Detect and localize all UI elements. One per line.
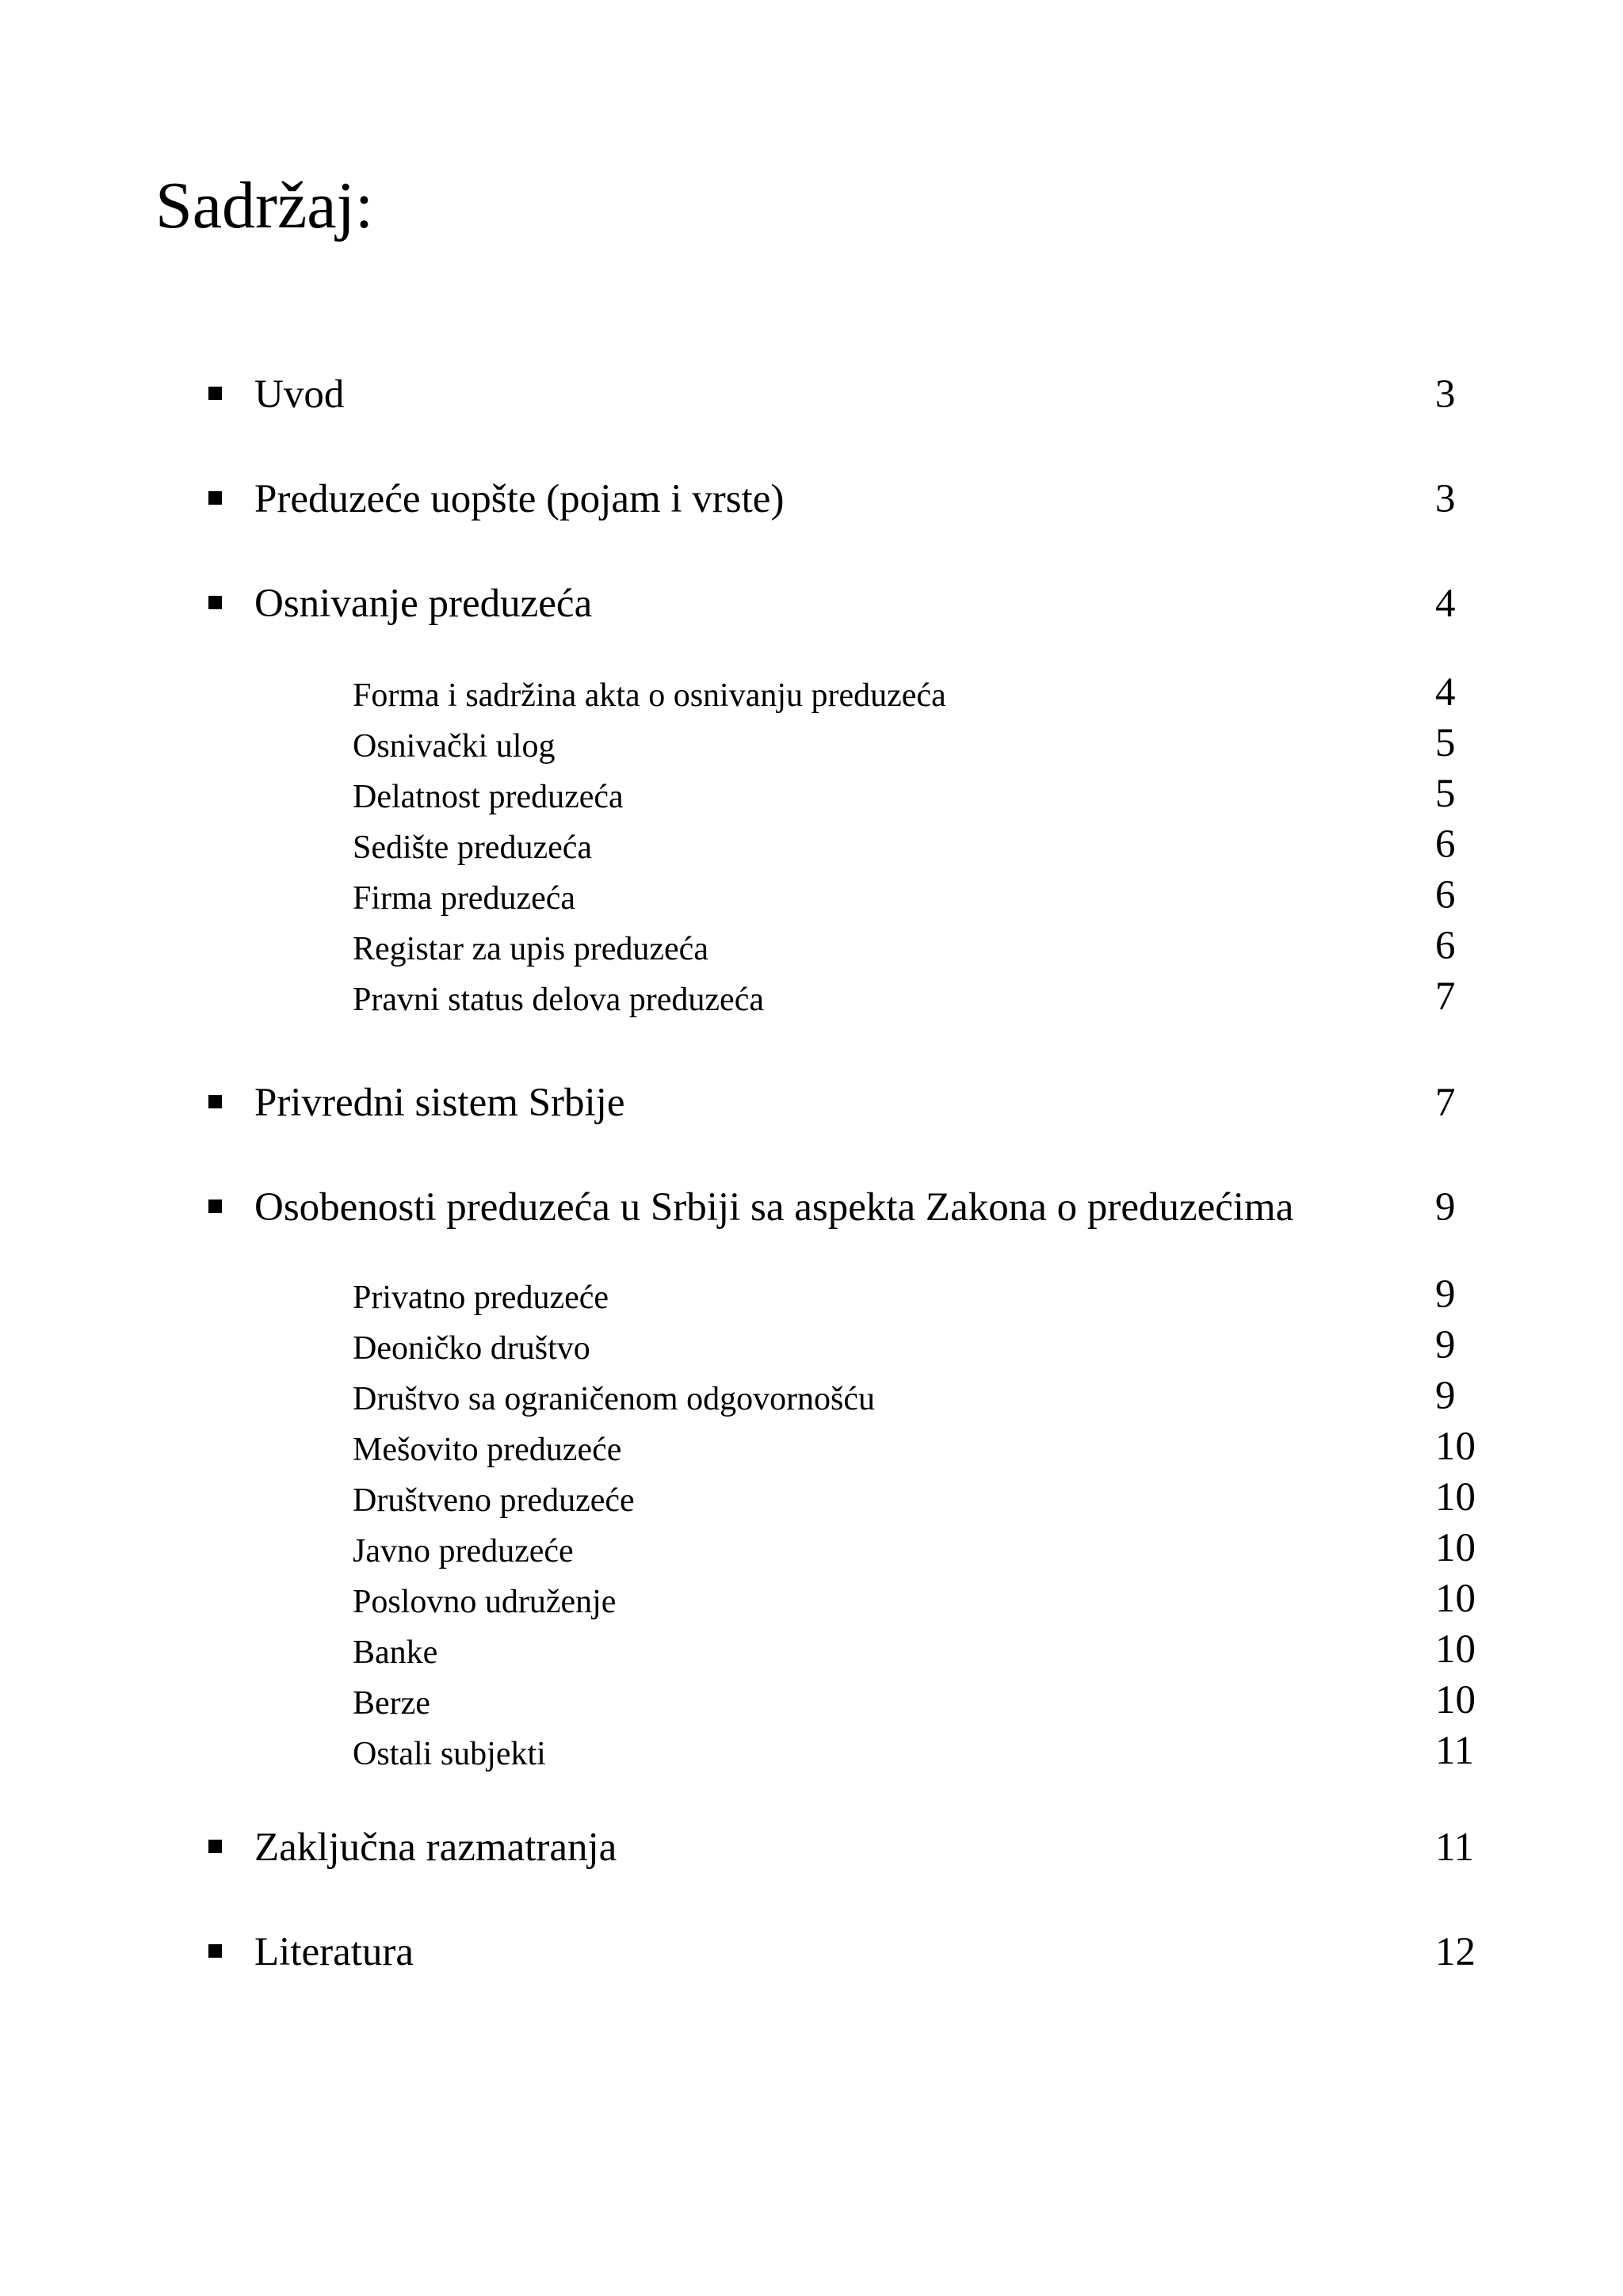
toc-subentry-page: 4 — [1435, 670, 1456, 715]
toc-subentry[interactable] — [0, 1325, 1623, 1366]
toc-subentry[interactable] — [0, 1629, 1623, 1670]
toc-subentry-label: Deoničko društvo — [353, 1330, 590, 1367]
toc-subentry[interactable] — [0, 1680, 1623, 1721]
toc-subentry[interactable] — [0, 824, 1623, 865]
toc-subentry-page: 6 — [1435, 924, 1456, 968]
toc-entry-zakljucna-razmatranja[interactable] — [0, 1824, 1623, 1871]
toc-subentry-label: Društvo sa ograničenom odgovornošću — [353, 1381, 876, 1417]
toc-subentry-label: Firma preduzeća — [353, 880, 576, 917]
toc-subentry-page: 6 — [1435, 873, 1456, 917]
toc-subentry-label: Javno preduzeće — [353, 1533, 574, 1569]
toc-subentry-page: 9 — [1435, 1272, 1456, 1317]
toc-subentry-label: Forma i sadržina akta o osnivanju preduzeća — [353, 677, 946, 714]
square-bullet-icon — [208, 491, 222, 505]
toc-entry-page: 7 — [1435, 1081, 1456, 1125]
toc-entry-page: 11 — [1435, 1825, 1475, 1870]
toc-subentry-page: 6 — [1435, 822, 1456, 867]
toc-subentry-page: 10 — [1435, 1475, 1476, 1520]
toc-entry-page: 9 — [1435, 1185, 1456, 1230]
toc-entry-osobenosti[interactable] — [0, 1184, 1623, 1231]
toc-subentry[interactable] — [0, 1375, 1623, 1417]
toc-entry-label: Zaključna razmatranja — [254, 1825, 617, 1870]
toc-subentry-page: 9 — [1435, 1374, 1456, 1418]
toc-subentry-label: Ostali subjekti — [353, 1736, 546, 1772]
toc-subentry-page: 5 — [1435, 721, 1456, 765]
toc-subentry[interactable] — [0, 1426, 1623, 1467]
toc-subentry[interactable] — [0, 773, 1623, 814]
toc-subentry[interactable] — [0, 1527, 1623, 1569]
toc-subentry-label: Osnivački ulog — [353, 728, 556, 765]
toc-subentry-page: 5 — [1435, 772, 1456, 816]
toc-subentry[interactable] — [0, 1274, 1623, 1315]
toc-entry-preduzece-uopste[interactable] — [0, 475, 1623, 523]
toc-entry-label: Privredni sistem Srbije — [254, 1081, 625, 1125]
square-bullet-icon — [208, 387, 222, 400]
toc-subentry-label: Pravni status delova preduzeća — [353, 982, 764, 1018]
square-bullet-icon — [208, 1199, 222, 1213]
toc-entry-label: Preduzeće uopšte (pojam i vrste) — [254, 477, 785, 521]
toc-entry-label: Literatura — [254, 1930, 414, 1974]
toc-subentry[interactable] — [0, 1477, 1623, 1518]
toc-subentry-label: Poslovno udruženje — [353, 1584, 617, 1620]
toc-subentry-page: 11 — [1435, 1729, 1475, 1773]
toc-entry-uvod[interactable] — [0, 371, 1623, 418]
toc-entry-page: 3 — [1435, 477, 1456, 521]
toc-entry-page: 4 — [1435, 582, 1456, 626]
toc-subentry-page: 7 — [1435, 974, 1456, 1019]
toc-entry-label: Osnivanje preduzeća — [254, 582, 593, 626]
toc-subentry-label: Društveno preduzeće — [353, 1482, 635, 1519]
toc-subentry-label: Privatno preduzeće — [353, 1280, 609, 1316]
toc-subentry-page: 10 — [1435, 1627, 1476, 1672]
toc-subentry-page: 10 — [1435, 1678, 1476, 1722]
toc-subentry[interactable] — [0, 1730, 1623, 1772]
square-bullet-icon — [208, 1095, 222, 1108]
toc-subentry-page: 10 — [1435, 1425, 1476, 1469]
toc-subentry-page: 9 — [1435, 1323, 1456, 1367]
toc-subentry-label: Banke — [353, 1634, 438, 1671]
toc-subentry-page: 10 — [1435, 1526, 1476, 1570]
toc-subentry-label: Berze — [353, 1685, 430, 1722]
toc-entry-page: 12 — [1435, 1930, 1476, 1974]
page-title: Sadržaj: — [155, 169, 374, 242]
square-bullet-icon — [208, 1840, 222, 1853]
toc-subentry-label: Sedište preduzeća — [353, 830, 593, 866]
toc-subentry-label: Registar za upis preduzeća — [353, 931, 708, 967]
toc-subentry[interactable] — [0, 723, 1623, 764]
square-bullet-icon — [208, 1944, 222, 1958]
toc-entry-label: Uvod — [254, 372, 345, 417]
toc-subentry[interactable] — [0, 672, 1623, 713]
toc-subentry[interactable] — [0, 925, 1623, 967]
toc-entry-osnivanje[interactable] — [0, 580, 1623, 627]
toc-subentry[interactable] — [0, 875, 1623, 916]
toc-subentry-label: Mešovito preduzeće — [353, 1432, 622, 1468]
toc-subentry-page: 10 — [1435, 1577, 1476, 1621]
square-bullet-icon — [208, 596, 222, 609]
toc-subentry-label: Delatnost preduzeća — [353, 779, 624, 815]
toc-entry-page: 3 — [1435, 372, 1456, 417]
toc-entry-label: Osobenosti preduzeća u Srbiji sa aspekta Zakona o preduzećima — [254, 1185, 1294, 1230]
toc-entry-literatura[interactable] — [0, 1928, 1623, 1976]
toc-entry-privredni-sistem[interactable] — [0, 1079, 1623, 1127]
toc-subentry[interactable] — [0, 976, 1623, 1017]
toc-subentry[interactable] — [0, 1578, 1623, 1619]
